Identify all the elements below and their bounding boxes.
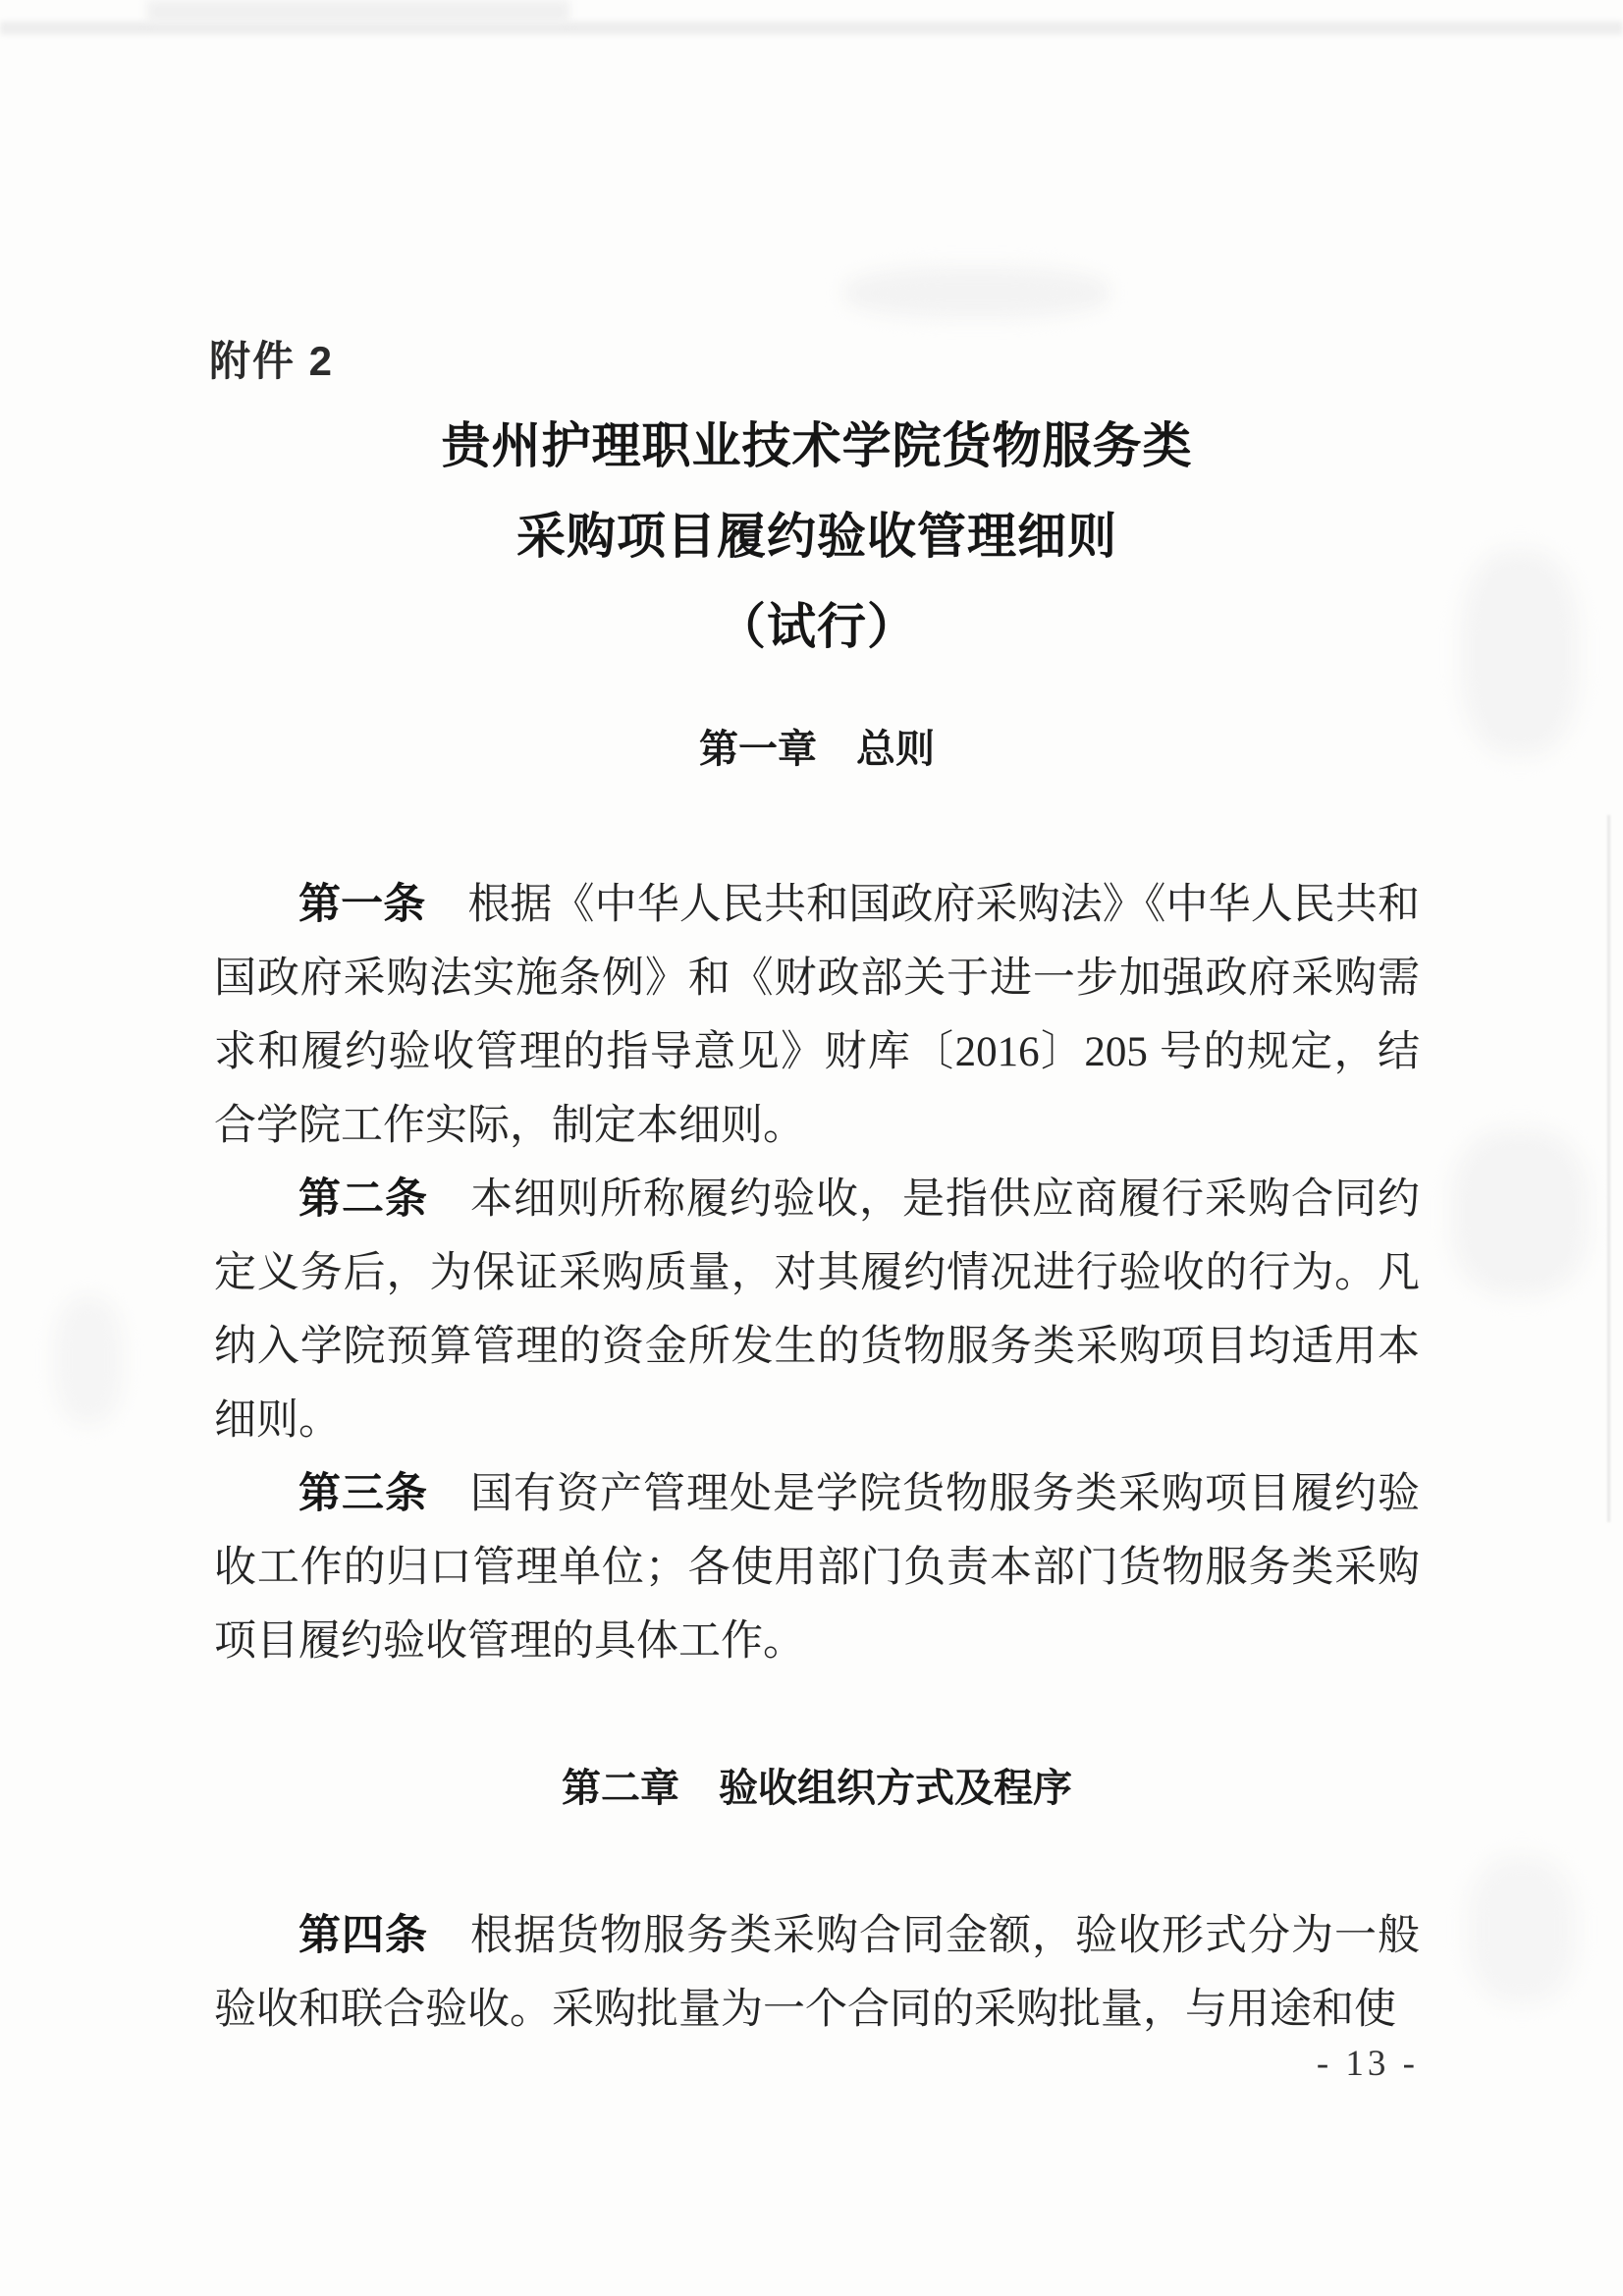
document-title [214,401,1420,672]
article-4-paragraph [214,1899,1420,2047]
chapter-1-heading: 第一章 总则 [699,728,935,771]
article-2-text: 本细则所称履约验收，是指供应商履行采购合同约定义务后，为保证采购质量，对其履约情况进行验收的行为。凡纳入学院预算管理的资金所发生的货物服务类采购项目均适用本细则。 [214,1176,1420,1444]
scan-artifact [1461,550,1579,756]
article-2-label: 第二条 [298,1175,428,1223]
title-line-1: 贵州护理职业技术学院货物服务类 [441,418,1193,473]
scan-artifact [844,267,1109,318]
title-line-trial: （试行） [717,599,917,654]
attachment-label: 附件 2 [209,338,335,384]
article-3-label: 第三条 [298,1470,428,1517]
article-1-paragraph [214,868,1420,1163]
article-3-paragraph [214,1457,1420,1678]
article-1-text: 根据《中华人民共和国政府采购法》《中华人民共和国政府采购法实施条例》和《财政部关于进一步加强政府采购需求和履约验收管理的指导意见》财库〔2016〕205 号的规定，结合学院工作实际，制定本细则。 [214,882,1421,1149]
article-1-label: 第一条 [298,881,426,928]
scan-artifact [54,1296,123,1424]
scan-artifact [1468,1856,1576,2003]
scan-artifact [1451,1129,1589,1296]
article-4-text: 根据货物服务类采购合同金额，验收形式分为一般验收和联合验收。采购批量为一个合同的采购批量，与用途和使 [214,1913,1420,2033]
chapter-2-heading: 第二章 验收组织方式及程序 [562,1767,1072,1810]
article-2-paragraph [214,1163,1420,1457]
scan-artifact [0,22,1623,34]
article-3-text: 国有资产管理处是学院货物服务类采购项目履约验收工作的归口管理单位；各使用部门负责本部门货物服务类采购项目履约验收管理的具体工作。 [214,1471,1420,1665]
document-body [214,868,1420,2047]
scan-artifact [1607,815,1610,1522]
scan-artifact [147,0,569,24]
title-line-2: 采购项目履约验收管理细则 [516,509,1117,564]
page-number: - 13 - [1316,2044,1419,2084]
article-4-label: 第四条 [298,1912,428,1959]
